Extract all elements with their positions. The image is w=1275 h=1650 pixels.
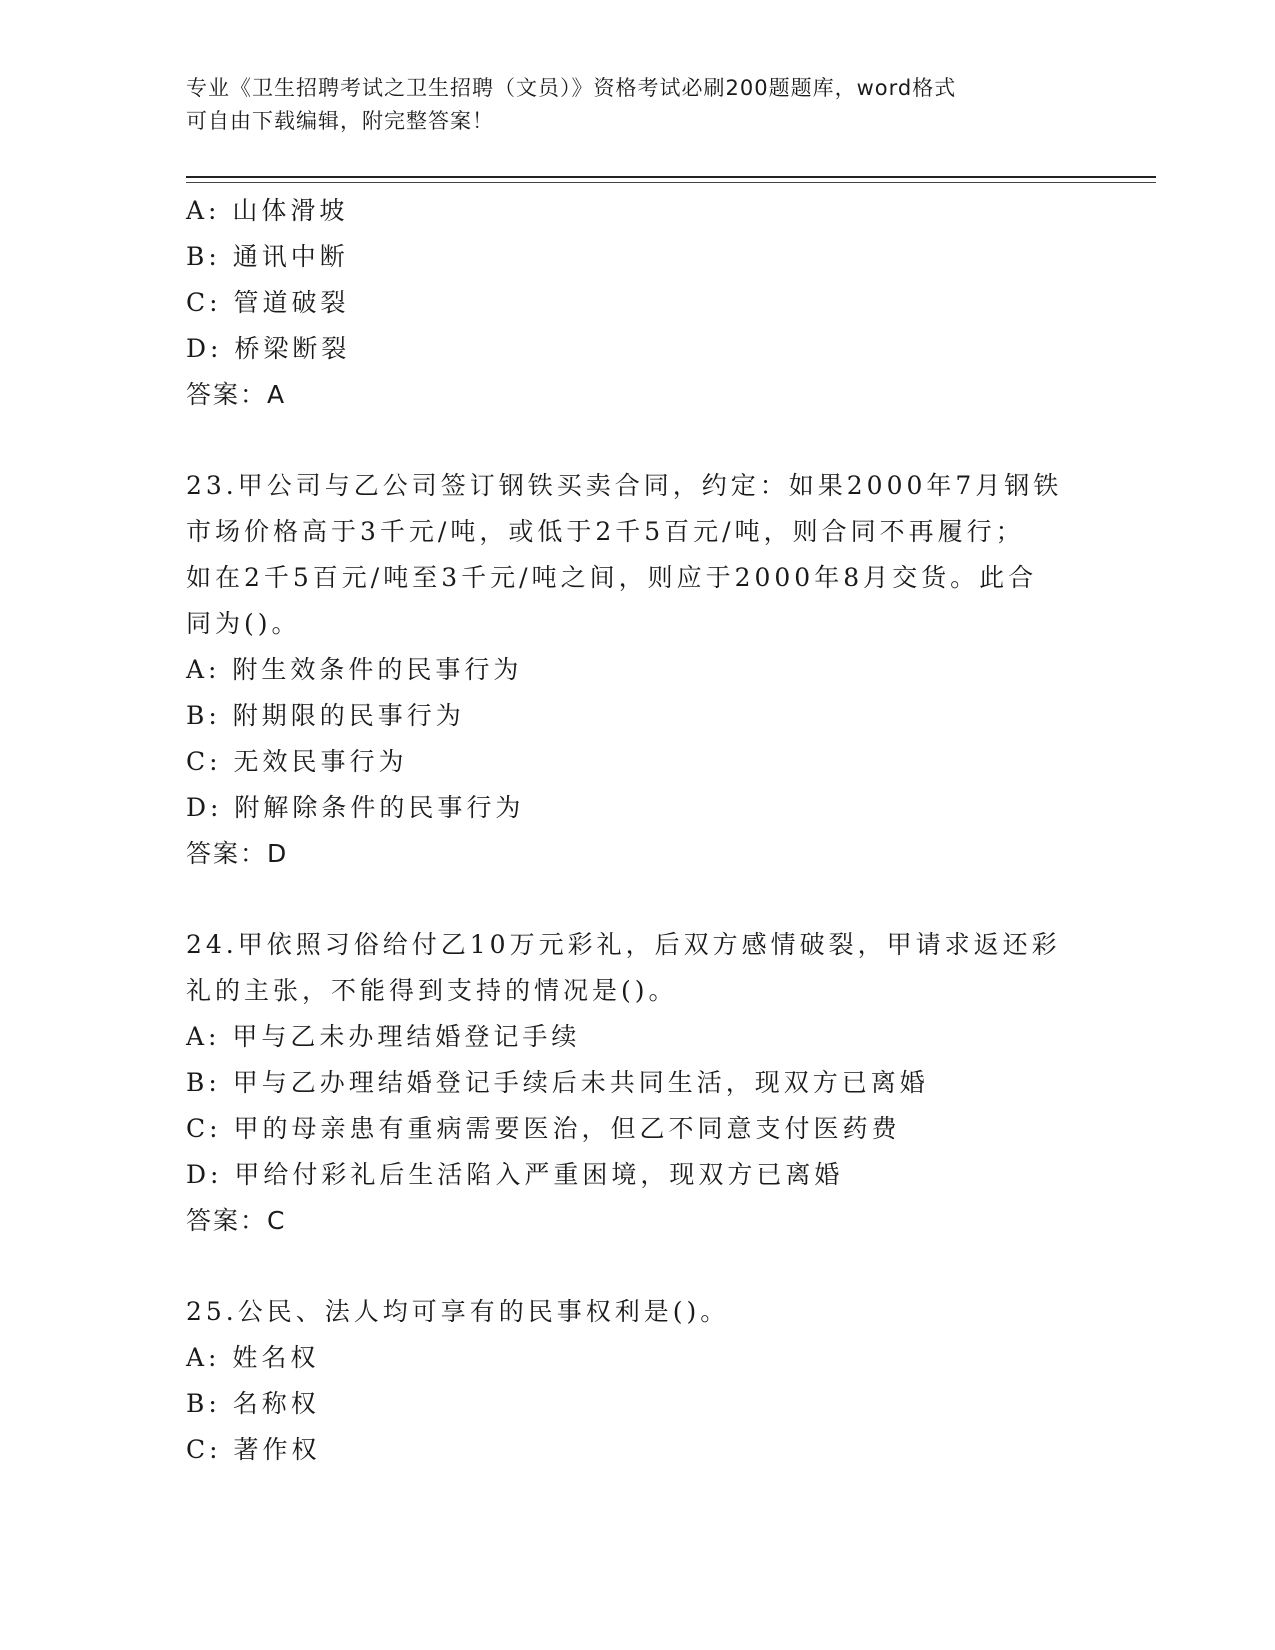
option-a: A: 山体滑坡 bbox=[186, 196, 349, 225]
option-a: A: 附生效条件的民事行为 bbox=[186, 655, 523, 684]
option-c: C: 管道破裂 bbox=[186, 288, 350, 317]
question-stem-line: 如在2千5百元/吨至3千元/吨之间，则应于2000年8月交货。此合 bbox=[186, 563, 1038, 592]
question-stem-line: 市场价格高于3千元/吨，或低于2千5百元/吨，则合同不再履行； bbox=[186, 517, 1025, 546]
header-divider-thick bbox=[186, 176, 1156, 178]
option-b: B: 通讯中断 bbox=[186, 242, 349, 271]
answer: 答案：A bbox=[186, 380, 287, 409]
question-stem-line: 礼的主张，不能得到支持的情况是()。 bbox=[186, 976, 678, 1005]
question-stem-line: 23.甲公司与乙公司签订钢铁买卖合同，约定：如果2000年7月钢铁 bbox=[186, 471, 1063, 500]
option-d: D: 甲给付彩礼后生活陷入严重困境，现双方已离婚 bbox=[186, 1160, 844, 1189]
document-header bbox=[186, 72, 1086, 138]
option-d: D: 附解除条件的民事行为 bbox=[186, 793, 525, 822]
option-a: A: 姓名权 bbox=[186, 1343, 320, 1372]
option-c: C: 无效民事行为 bbox=[186, 747, 408, 776]
answer: 答案：C bbox=[186, 1206, 287, 1235]
header-line-2: 可自由下载编辑，附完整答案！ bbox=[186, 109, 494, 133]
question-stem-line: 同为()。 bbox=[186, 609, 301, 638]
document-body bbox=[186, 188, 1086, 1473]
question-stem-line: 24.甲依照习俗给付乙10万元彩礼，后双方感情破裂，甲请求返还彩 bbox=[186, 930, 1061, 959]
option-c: C: 甲的母亲患有重病需要医治，但乙不同意支付医药费 bbox=[186, 1114, 901, 1143]
option-b: B: 名称权 bbox=[186, 1389, 320, 1418]
option-b: B: 甲与乙办理结婚登记手续后未共同生活，现双方已离婚 bbox=[186, 1068, 929, 1097]
header-divider-thin bbox=[186, 182, 1156, 183]
question-25 bbox=[186, 1289, 1086, 1473]
question-24 bbox=[186, 922, 1086, 1244]
question-stem-line: 25.公民、法人均可享有的民事权利是()。 bbox=[186, 1297, 730, 1326]
option-a: A: 甲与乙未办理结婚登记手续 bbox=[186, 1022, 581, 1051]
option-b: B: 附期限的民事行为 bbox=[186, 701, 465, 730]
question-22 bbox=[186, 188, 1086, 418]
answer: 答案：D bbox=[186, 839, 289, 868]
question-23 bbox=[186, 463, 1086, 877]
option-d: D: 桥梁断裂 bbox=[186, 334, 351, 363]
header-line-1: 专业《卫生招聘考试之卫生招聘（文员）》资格考试必刷200题题库，word格式 bbox=[186, 76, 957, 100]
option-c: C: 著作权 bbox=[186, 1435, 321, 1464]
